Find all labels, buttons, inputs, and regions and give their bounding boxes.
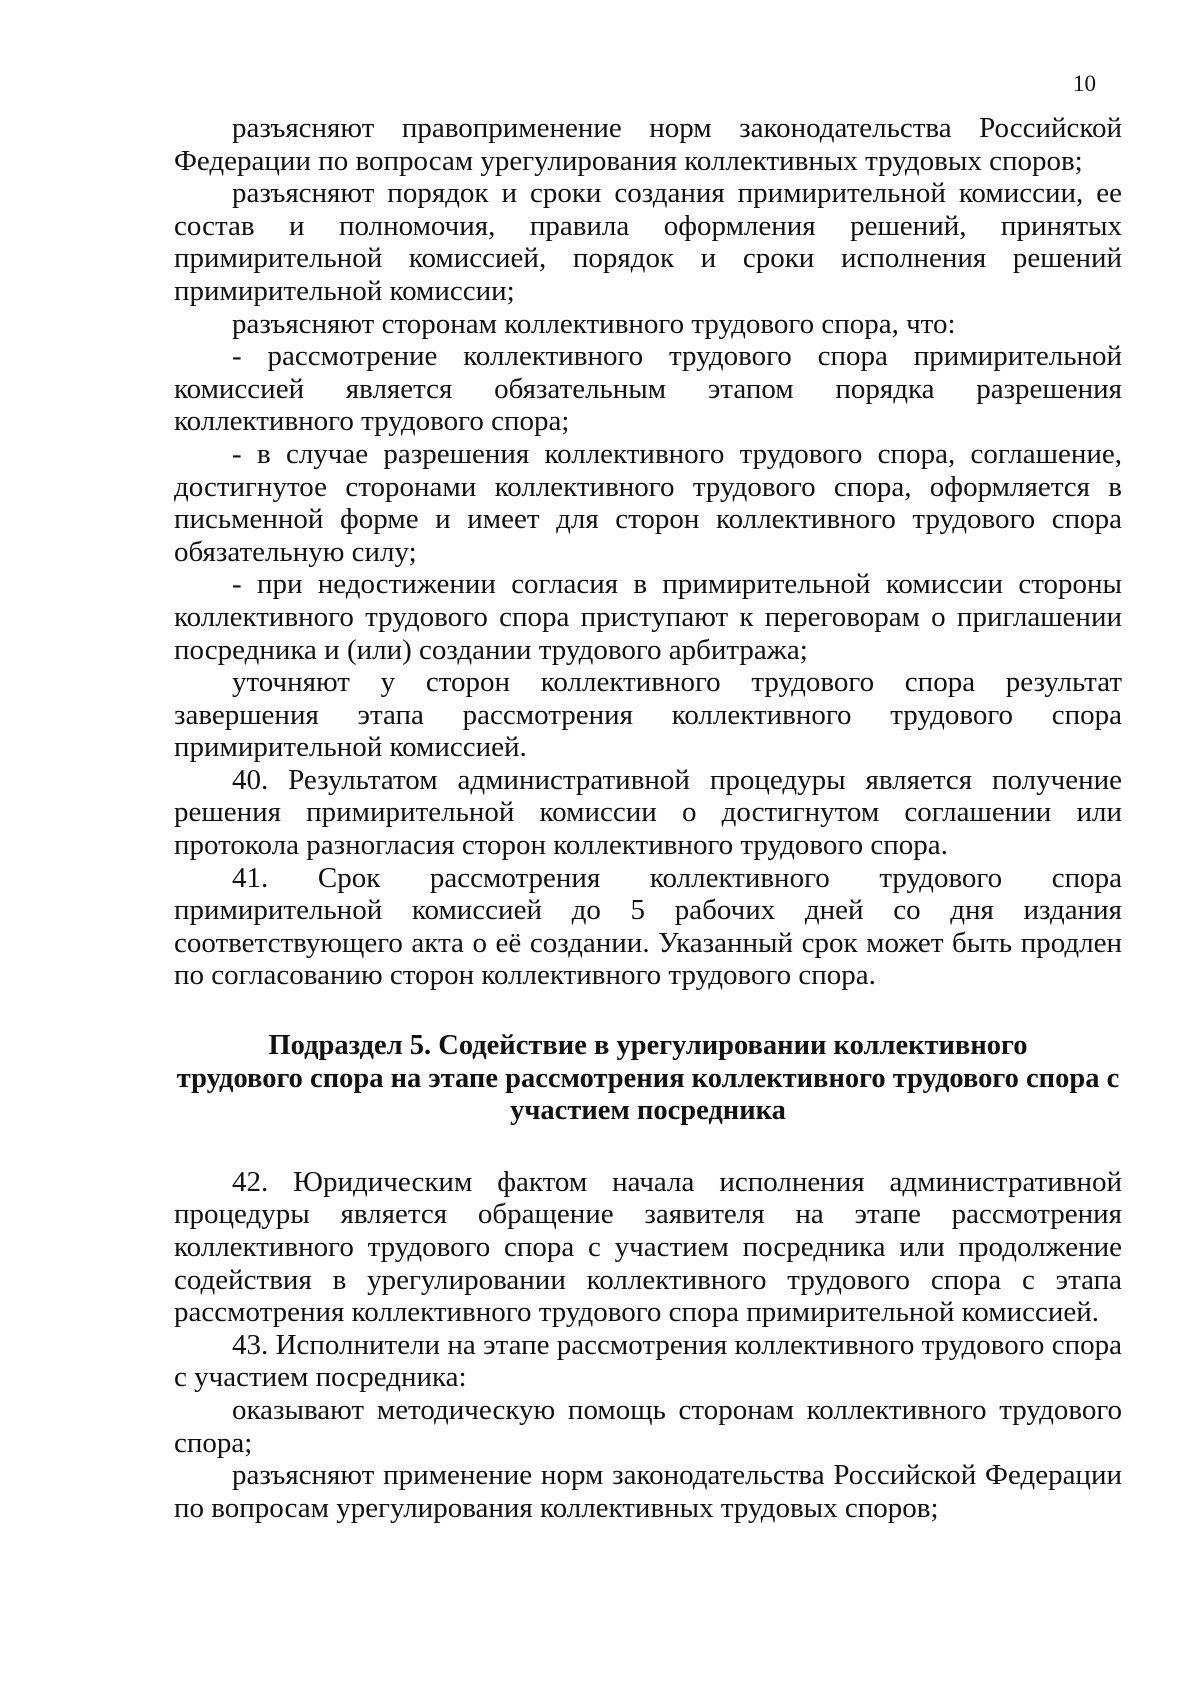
paragraph-clarify-result: уточняют у сторон коллективного трудового спора результат завершения этапа рассмотрения коллективного трудового спора примирительной комиссией. (174, 666, 1122, 764)
paragraph-41: 41. Срок рассмотрения коллективного трудового спора примирительной комиссией до 5 рабочих дней со дня издания соответствующего акта о её создании. Указанный срок может быть продлен по согласованию сторон коллективного трудового спора. (174, 861, 1122, 992)
paragraph-43: 43. Исполнители на этапе рассмотрения коллективного трудового спора с участием посредника: (174, 1328, 1122, 1394)
paragraph-explain-commission: разъясняют порядок и сроки создания примирительной комиссии, ее состав и полномочия, правила оформления решений, принятых примирительной комиссией, порядок и сроки исполнения решений примирительной комиссии; (174, 177, 1122, 307)
list-item-mandatory-stage: - рассмотрение коллективного трудового спора примирительной комиссией является обязательным этапом порядка разрешения коллективного трудового спора; (174, 340, 1122, 438)
subsection-heading-line-1: Подраздел 5. Содействие в урегулировании коллективного (268, 1030, 1028, 1062)
paragraph-explain-law-application: разъясняют применение норм законодательства Российской Федерации по вопросам урегулирования коллективных трудовых споров; (174, 1459, 1122, 1524)
paragraph-42: 42. Юридическим фактом начала исполнения административной процедуры является обращение заявителя на этапе рассмотрения коллективного трудового спора с участием посредника или продолжение содействия в урегулировании коллективного трудового спора с этапа рассмотрения коллективного трудового спора примирительной комиссией. (174, 1165, 1122, 1329)
page-number: 10 (1073, 71, 1096, 96)
document-body (174, 112, 1122, 1524)
paragraph-40: 40. Результатом административной процедуры является получение решения примирительной комиссии о достигнутом соглашении или протокола разногласия сторон коллективного трудового спора. (174, 763, 1122, 862)
list-item-agreement: - в случае разрешения коллективного трудового спора, соглашение, достигнутое сторонами коллективного трудового спора, оформляется в письменной форме и имеет для сторон коллективного трудового спора обязательную силу; (174, 437, 1122, 568)
paragraph-explain-parties: разъясняют сторонам коллективного трудового спора, что: (232, 307, 956, 340)
subsection-heading-line-3: участием посредника (510, 1095, 786, 1127)
list-item-no-agreement: - при недостижении согласия в примирительной комиссии стороны коллективного трудового спора приступают к переговорам о приглашении посредника и (или) создании трудового арбитража; (174, 568, 1122, 666)
subsection-heading-line-2: трудового спора на этапе рассмотрения коллективного трудового спора с (176, 1062, 1120, 1094)
subsection-heading (174, 1030, 1122, 1128)
paragraph-methodical-help: оказывают методическую помощь сторонам коллективного трудового спора; (174, 1393, 1122, 1459)
paragraph-explain-law: разъясняют правоприменение норм законодательства Российской Федерации по вопросам урегулирования коллективных трудовых споров; (174, 112, 1122, 177)
